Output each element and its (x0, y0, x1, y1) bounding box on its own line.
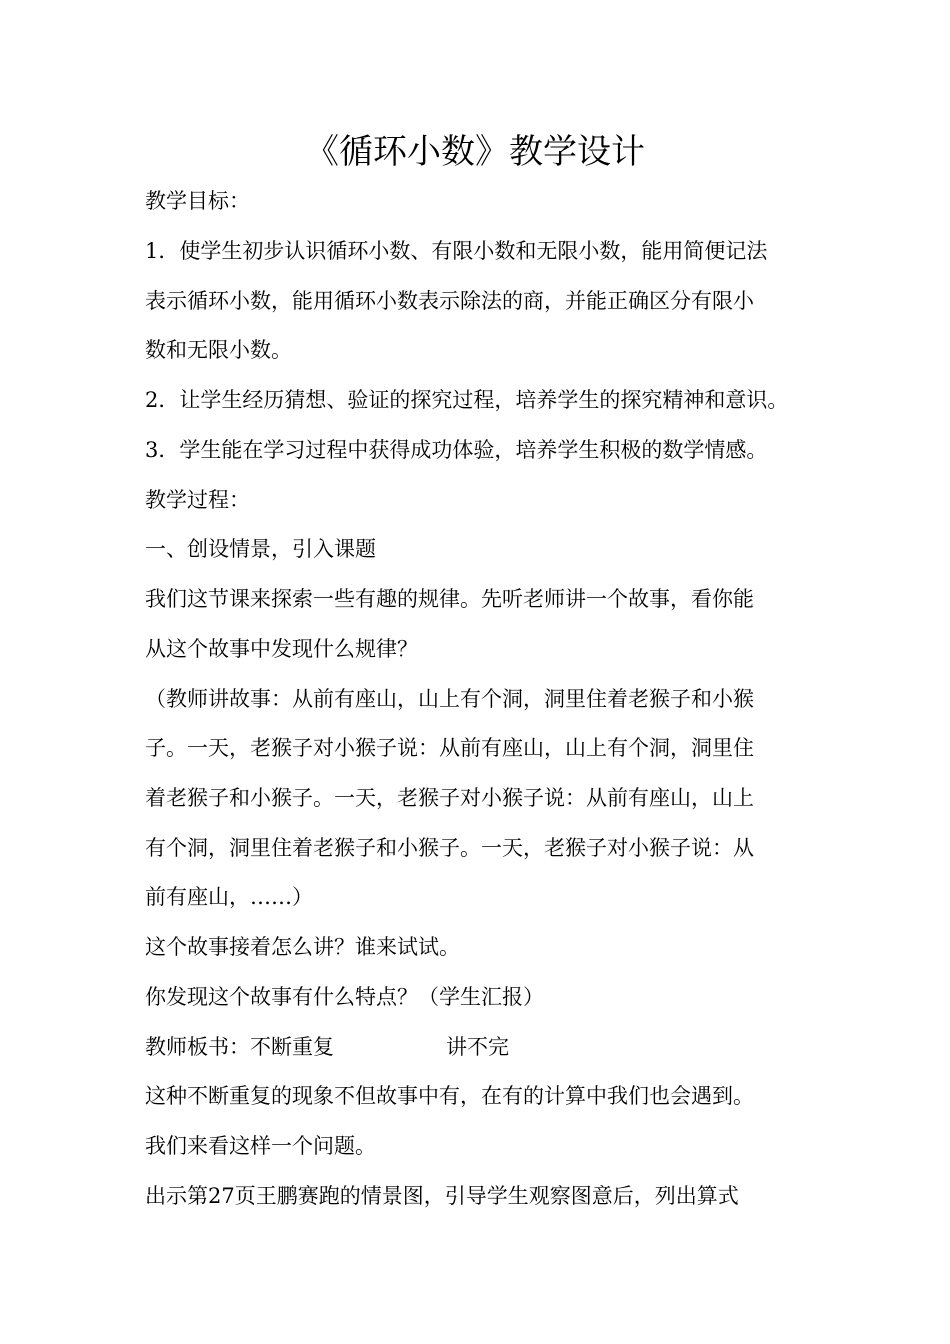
board-writing-right: 讲不完 (446, 1035, 509, 1059)
paragraph-line: 着老猴子和小猴子。一天，老猴子对小猴子说：从前有座山，山上 (145, 786, 754, 810)
paragraph-line: 1．使学生初步认识循环小数、有限小数和无限小数，能用简便记法 (145, 239, 768, 263)
paragraph-line: 表示循环小数，能用循环小数表示除法的商，并能正确区分有限小 (145, 289, 754, 313)
paragraph-line: 数和无限小数。 (145, 338, 292, 362)
section-heading: 一、创设情景，引入课题 (145, 537, 376, 561)
paragraph-line: 这个故事接着怎么讲？谁来试试。 (145, 935, 460, 959)
paragraph-line: 2．让学生经历猜想、验证的探究过程，培养学生的探究精神和意识。 (145, 388, 789, 412)
paragraph-line: 这种不断重复的现象不但故事中有，在有的计算中我们也会遇到。 (145, 1084, 754, 1108)
board-writing-left: 教师板书：不断重复 (145, 1035, 334, 1059)
paragraph-line: 教学过程： (145, 488, 250, 512)
board-writing-line (145, 1032, 509, 1062)
paragraph-line: 有个洞，洞里住着老猴子和小猴子。一天，老猴子对小猴子说：从 (145, 836, 754, 860)
paragraph-line: 我们来看这样一个问题。 (145, 1134, 376, 1158)
paragraph-line: 从这个故事中发现什么规律？ (145, 637, 418, 661)
paragraph-line: 你发现这个故事有什么特点？（学生汇报） (145, 985, 544, 1009)
paragraph-line: （教师讲故事：从前有座山，山上有个洞，洞里住着老猴子和小猴 (145, 687, 754, 711)
paragraph-line: 我们这节课来探索一些有趣的规律。先听老师讲一个故事，看你能 (145, 587, 754, 611)
paragraph-line: 3．学生能在学习过程中获得成功体验，培养学生积极的数学情感。 (145, 438, 768, 462)
paragraph-line: 教学目标： (145, 189, 250, 213)
document-title: 《循环小数》教学设计 (305, 132, 645, 172)
paragraph-line: 出示第27页王鹏赛跑的情景图，引导学生观察图意后，列出算式 (145, 1184, 739, 1208)
paragraph-line: 子。一天，老猴子对小猴子说：从前有座山，山上有个洞，洞里住 (145, 736, 754, 760)
paragraph-line: 前有座山，……） (145, 885, 313, 909)
